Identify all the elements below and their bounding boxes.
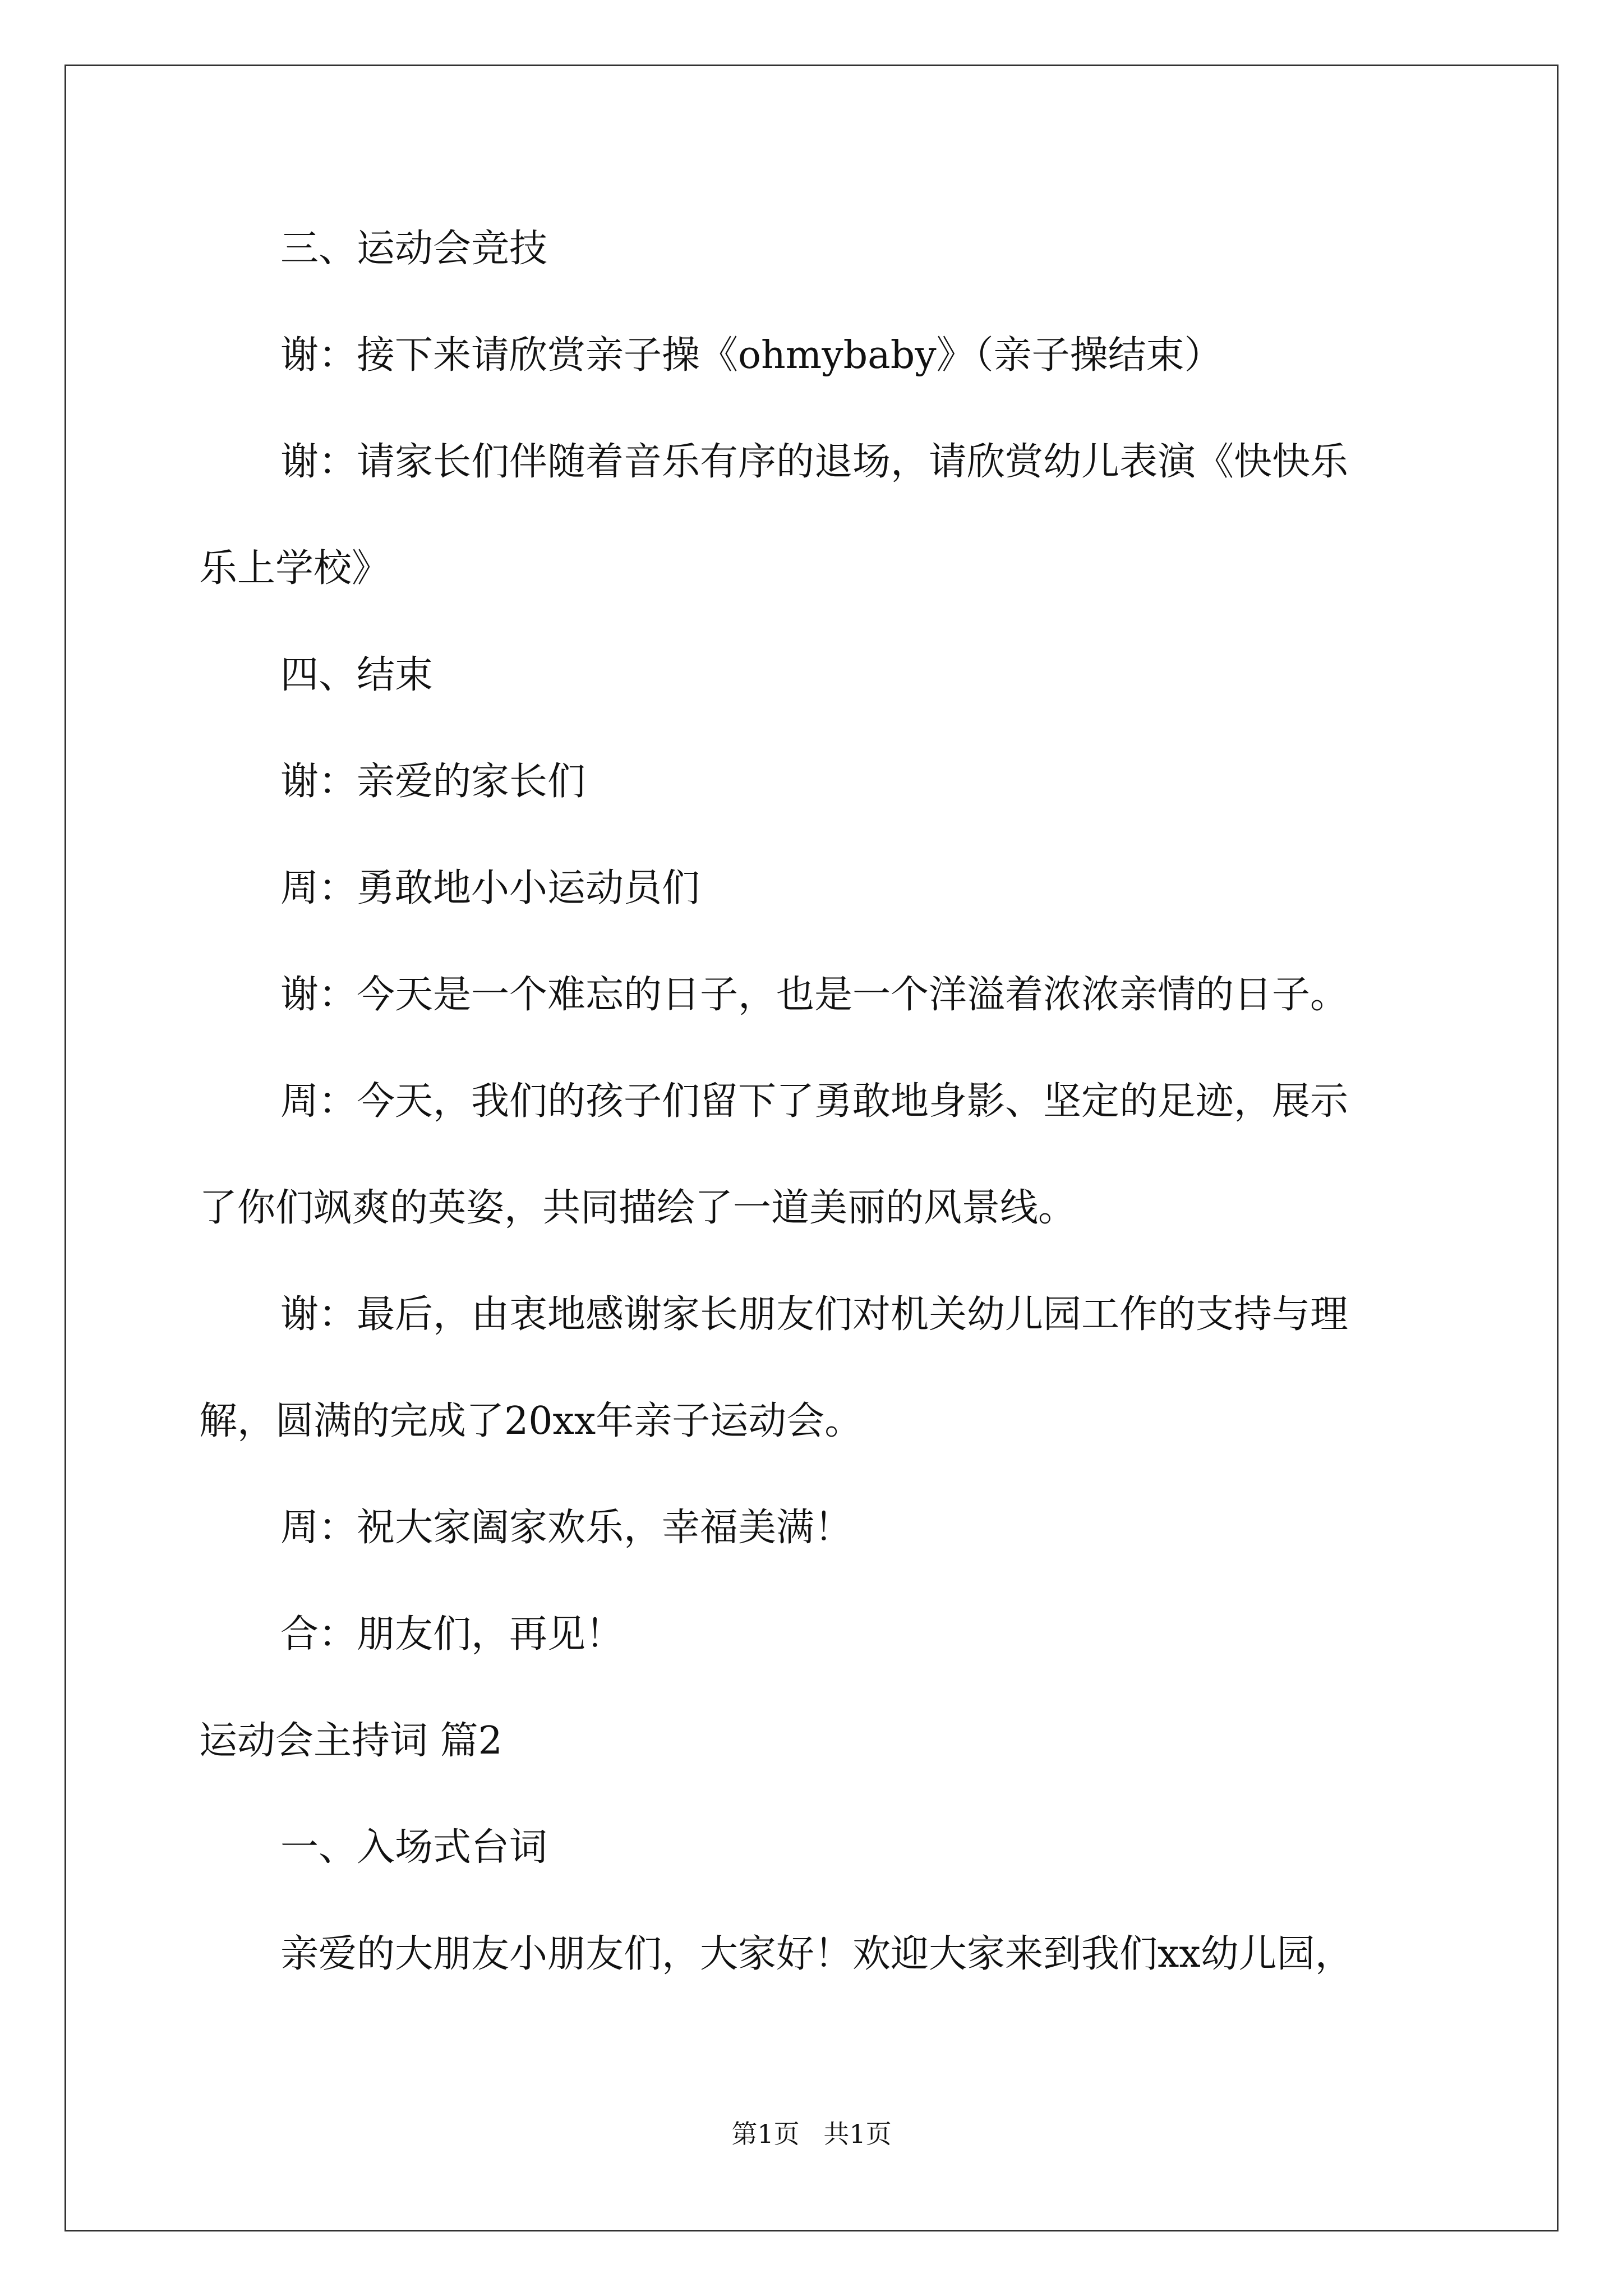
paragraph: 谢：请家长们伴随着音乐有序的退场，请欣赏幼儿表演《快快乐 — [280, 440, 1349, 484]
paragraph: 合：朋友们，再见！ — [280, 1612, 624, 1657]
paragraph: 周：今天，我们的孩子们留下了勇敢地身影、坚定的足迹，展示 — [280, 1079, 1349, 1124]
page-border — [64, 65, 1559, 2231]
paragraph-continuation: 乐上学校》 — [199, 546, 390, 591]
paragraph-continuation: 了你们飒爽的英姿，共同描绘了一道美丽的风景线。 — [199, 1186, 1077, 1230]
paragraph-continuation: 解，圆满的完成了20xx年亲子运动会。 — [199, 1399, 863, 1443]
section-heading-1: 一、入场式台词 — [280, 1825, 548, 1870]
paragraph: 谢：亲爱的家长们 — [280, 760, 586, 804]
page-number: 第1页 — [731, 2119, 800, 2149]
article-title: 运动会主持词 篇2 — [199, 1719, 502, 1763]
paragraph: 周：勇敢地小小运动员们 — [280, 866, 700, 910]
paragraph: 周：祝大家阖家欢乐，幸福美满！ — [280, 1506, 853, 1550]
page-footer — [0, 2114, 1623, 2151]
section-heading-3: 三、运动会竞技 — [280, 227, 548, 271]
section-heading-4: 四、结束 — [280, 653, 434, 697]
paragraph: 谢：接下来请欣赏亲子操《ohmybaby》（亲子操结束） — [280, 333, 1223, 378]
paragraph: 谢：最后，由衷地感谢家长朋友们对机关幼儿园工作的支持与理 — [280, 1292, 1349, 1337]
paragraph: 亲爱的大朋友小朋友们，大家好！欢迎大家来到我们xx幼儿园， — [280, 1932, 1353, 1976]
paragraph: 谢：今天是一个难忘的日子，也是一个洋溢着浓浓亲情的日子。 — [280, 973, 1349, 1017]
page-total: 共1页 — [823, 2119, 892, 2149]
